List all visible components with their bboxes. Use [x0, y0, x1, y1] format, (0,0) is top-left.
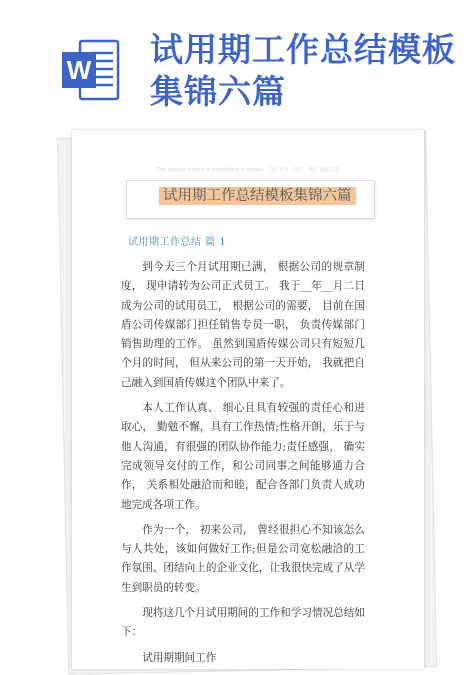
word-document-icon: [62, 39, 120, 101]
body-paragraph: 作为一个， 初来公司， 曾经很担心不知该怎么与人共处，该如何做好工作;但是公司宽松融洽的工作氛围、团结向上的企业文化，让我很快完成了从学生到职员的转变。: [121, 523, 365, 594]
document-body: [121, 258, 365, 669]
section-heading: 试用期工作总结 篇 1: [128, 237, 227, 248]
body-paragraph: 本人工作认真、 细心且具有较强的责任心和进取心， 勤勉不懈，具有工作热情;性格开朗，乐于与他人沟通，有很强的团队协作能力;责任感强， 确实完成领导交付的工作，和公司同事之间能够通力合作， 关系相处融洽而和睦，配合各部门负责人成功地完成各项工作。: [121, 402, 365, 511]
document-title: 试用期工作总结模板集锦六篇: [159, 187, 356, 205]
word-icon-letter: W: [66, 55, 92, 85]
body-paragraph: 到今天三个月试用期已满， 根据公司的规章制度， 现申请转为公司正式员工。 我于__年__月二日成为公司的试用员工， 根据公司的需要， 目前在国盾公司传媒部门担任销售专员一职， 负责传媒部门销售助理的工作。 虽然到国盾传媒公司只有短短几个月的时间， 但从来公司的第一天开始， 我就把自己融入到国盾传媒这个团队中来了。: [121, 261, 365, 389]
page-title: 试用期工作总结模板集锦六篇: [150, 30, 456, 111]
body-paragraph: 试用期期间工作: [142, 651, 217, 664]
body-paragraph: 现将这几个月试用期间的工作和学习情况总结如下：: [121, 607, 365, 639]
document-page: [72, 130, 424, 669]
document-title-box: [126, 180, 375, 219]
watermark-text: The biggest source of excellence in people. 卓识 专业 · 高效 · 诚信 成就未来: [156, 167, 340, 173]
